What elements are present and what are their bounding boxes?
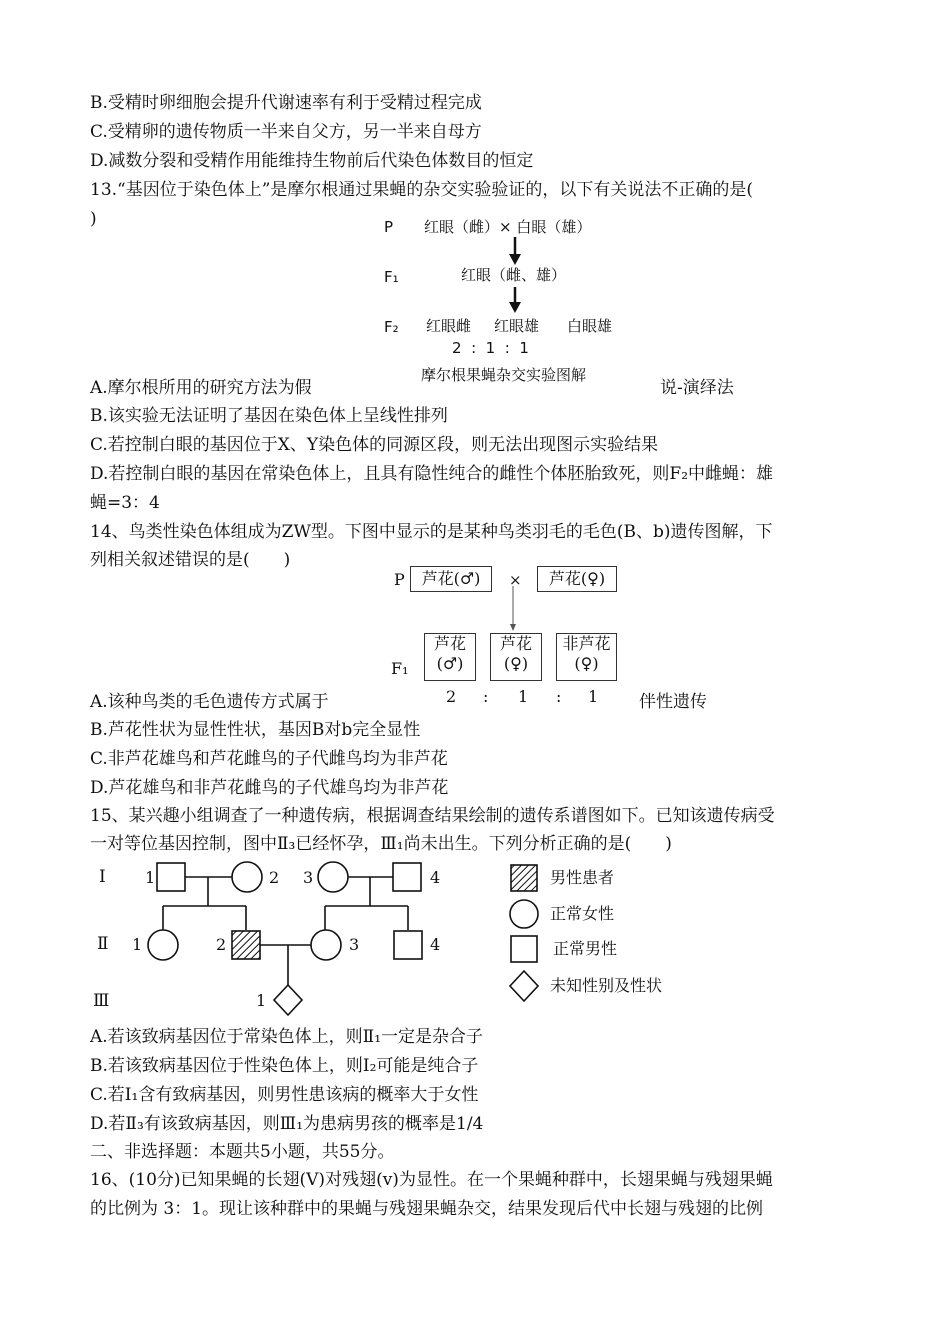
q12-option-b: B.受精时卵细胞会提升代谢速率有利于受精过程完成 [90, 93, 482, 113]
f2-label: F₂ [384, 318, 399, 336]
f2-red-male: 红眼雄 [494, 317, 540, 335]
offspring-female-trait: 芦花 [499, 634, 532, 653]
q12-option-d: D.减数分裂和受精作用能维持生物前后代染色体数目的恒定 [90, 151, 534, 171]
q13-stem-paren: ) [90, 209, 97, 229]
q14-option-a-part2: 伴性遗传 [639, 692, 707, 712]
q13-option-a-part1: A.摩尔根所用的研究方法为假 [90, 378, 312, 398]
q14-option-d: D.芦花雄鸟和非芦花雌鸟的子代雄鸟均为非芦花 [90, 778, 449, 798]
q12-option-c: C.受精卵的遗传物质一半来自父方，另一半来自母方 [90, 122, 482, 142]
legend-circle-icon [510, 900, 538, 928]
p-cross-text: 红眼（雌）× 白眼（雄） [424, 218, 592, 236]
offspring-female-sex: (♀) [503, 654, 529, 673]
ii3-normal-female [311, 930, 341, 960]
generation-1-label: Ⅰ [99, 867, 106, 887]
q16-stem: 16、(10分)已知果蝇的长翅(V)对残翅(v)为显性。在一个果蝇种群中，长翅果蝇与残翅果蝇 [90, 1170, 773, 1190]
legend-normal-male: 正常男性 [553, 939, 618, 958]
ratio-a: 2 [446, 687, 457, 706]
bird-arrow [510, 586, 516, 631]
q16-stem-cont: 的比例为 3：1。现让该种群中的果蝇与残翅果蝇杂交，结果发现后代中长翅与残翅的比例 [90, 1199, 764, 1219]
ii3-number: 3 [349, 935, 360, 954]
ratio-colon-1: : [483, 687, 489, 706]
q15-stem: 15、某兴趣小组调查了一种遗传病，根据调查结果绘制的遗传系谱图如下。已知该遗传病受 [90, 806, 775, 826]
f2-white-male: 白眼雄 [567, 317, 613, 335]
q14-stem: 14、鸟类性染色体组成为ZW型。下图中显示的是某种鸟类羽毛的毛色(B、b)遗传图解，下 [90, 522, 773, 542]
i1-normal-male [157, 863, 185, 891]
q15-option-b: B.若该致病基因位于性染色体上，则I₂可能是纯合子 [90, 1056, 479, 1076]
ii2-number: 2 [216, 935, 227, 954]
q13-option-c: C.若控制白眼的基因位于X、Y染色体的同源区段，则无法出现图示实验结果 [90, 435, 659, 455]
parent-male-box: 芦花(♂) [410, 566, 492, 592]
q15-option-a: A.若该致病基因位于常染色体上，则Ⅱ₁一定是杂合子 [90, 1027, 484, 1047]
f1-label: F₁ [391, 659, 409, 678]
i2-normal-female [232, 862, 262, 892]
q13-option-d: D.若控制白眼的基因在常染色体上，且具有隐性纯合的雌性个体胚胎致死，则F₂中雌蝇：雄 [90, 464, 774, 484]
ratio-c: 1 [588, 687, 599, 706]
f2-red-female: 红眼雌 [426, 317, 472, 335]
pedigree-symbols [148, 862, 422, 1015]
q14-stem-cont: 列相关叙述错误的是( ) [90, 550, 291, 570]
p-label: P [384, 218, 394, 236]
i3-normal-female [318, 862, 348, 892]
legend-diamond-icon [510, 971, 538, 1001]
iii1-unknown [274, 985, 302, 1015]
offspring-male-trait: 芦花 [433, 634, 466, 653]
iii1-number: 1 [256, 991, 267, 1010]
legend-unknown: 未知性别及性状 [550, 976, 663, 995]
legend-symbols [510, 865, 538, 1001]
offspring-nonbarred-trait: 非芦花 [562, 634, 611, 653]
legend-normal-female: 正常女性 [550, 904, 615, 923]
ii1-number: 1 [132, 935, 143, 954]
ii2-affected-male [232, 931, 260, 959]
legend-square-icon [511, 936, 537, 962]
q13-option-a-part2: 说-演绎法 [660, 378, 734, 398]
cross-sign: × [509, 571, 522, 589]
offspring-nonbarred-sex: (♀) [574, 654, 599, 673]
q15-stem-cont: 一对等位基因控制，图中Ⅱ₃已经怀孕，Ⅲ₁尚未出生。下列分析正确的是( ) [90, 834, 672, 854]
ii4-normal-male [394, 931, 422, 959]
q13-stem: 13.“基因位于染色体上”是摩尔根通过果蝇的杂交实验验证的，以下有关说法不正确的是( [90, 180, 754, 200]
f1-text: 红眼（雌、雄） [461, 266, 567, 284]
q15-option-d: D.若Ⅱ₃有该致病基因，则Ⅲ₁为患病男孩的概率是1/4 [90, 1114, 484, 1134]
ratio-colon-2: : [556, 687, 562, 706]
q15-option-c: C.若Ⅰ₁含有致病基因，则男性患该病的概率大于女性 [90, 1085, 479, 1105]
generation-2-label: Ⅱ [97, 934, 109, 954]
legend-hatched-square-icon [511, 865, 537, 891]
q13-option-d-cont: 蝇=3：4 [90, 493, 160, 513]
f1-label: F₁ [384, 268, 399, 286]
parent-female-box: 芦花(♀) [537, 566, 617, 592]
ratio-b: 1 [518, 687, 529, 706]
ii4-number: 4 [430, 935, 441, 954]
q14-option-a-part1: A.该种鸟类的毛色遗传方式属于 [90, 692, 329, 712]
diagram-caption: 摩尔根果蝇杂交实验图解 [421, 366, 587, 384]
p-label: P [394, 570, 405, 589]
i2-number: 2 [269, 868, 280, 887]
i4-number: 4 [430, 868, 441, 887]
q14-option-b: B.芦花性状为显性性状，基因B对b完全显性 [90, 720, 421, 740]
legend-affected-male: 男性患者 [550, 868, 615, 887]
offspring-male-sex: (♂) [436, 654, 464, 673]
i3-number: 3 [303, 868, 314, 887]
i1-number: 1 [145, 868, 156, 887]
f2-ratio: 2 : 1 : 1 [452, 339, 529, 357]
morgan-arrows [509, 237, 521, 313]
i4-normal-male [393, 863, 421, 891]
section-2-heading: 二、非选择题：本题共5小题，共55分。 [90, 1142, 395, 1162]
q14-option-c: C.非芦花雄鸟和芦花雌鸟的子代雌鸟均为非芦花 [90, 749, 448, 769]
generation-3-label: Ⅲ [93, 991, 110, 1011]
q13-option-b: B.该实验无法证明了基因在染色体上呈线性排列 [90, 406, 448, 426]
ii1-normal-female [148, 930, 178, 960]
